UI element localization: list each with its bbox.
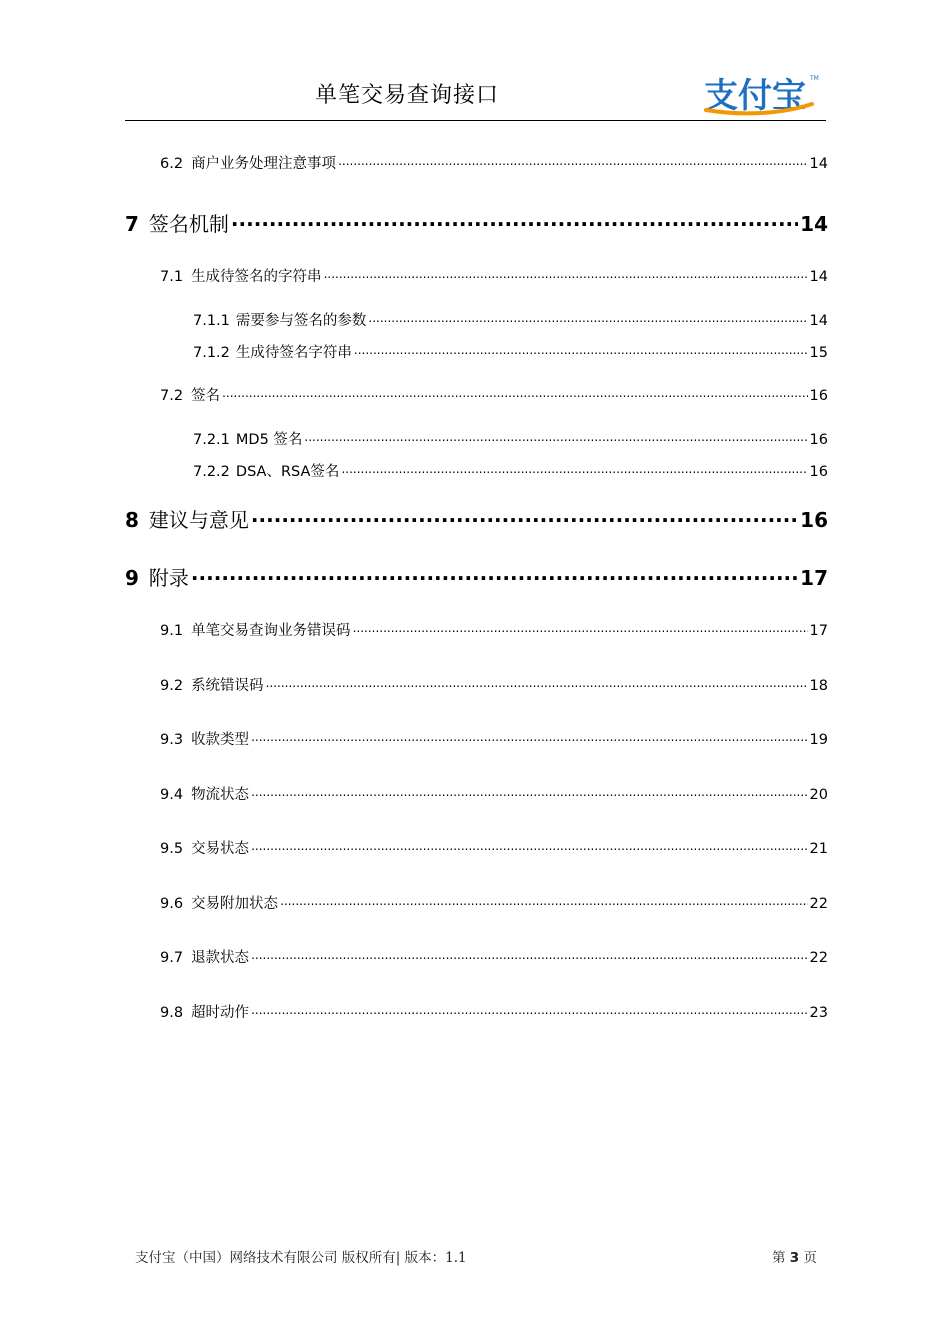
toc-entry-number: 7.2.1 (193, 432, 230, 448)
toc-entry-page: 14 (809, 269, 828, 285)
footer-page-prefix: 第 (772, 1250, 786, 1266)
toc-entry-number: 9.8 (160, 1005, 184, 1021)
toc-dot-leader (353, 621, 808, 635)
toc-entry-9-4[interactable] (160, 783, 828, 804)
toc-dot-leader (341, 462, 807, 476)
toc-entry-6-2[interactable] (160, 152, 828, 173)
logo-tm: TM (810, 75, 819, 82)
toc-entry-number: 9.5 (160, 841, 184, 857)
toc-dot-leader (251, 730, 807, 744)
toc-entry-title: 物流状态 (191, 787, 250, 803)
toc-entry-7-2-2[interactable] (193, 460, 828, 481)
toc-entry-page: 16 (809, 464, 828, 480)
toc-entry-9-1[interactable] (160, 619, 828, 640)
toc-dot-leader (191, 565, 798, 585)
toc-entry-page: 23 (809, 1005, 828, 1021)
toc-entry-title: MD5 签名 (235, 432, 303, 448)
toc-entry-9-5[interactable] (160, 837, 828, 858)
toc-dot-leader (304, 430, 807, 444)
toc-dot-leader (251, 839, 807, 853)
footer-copyright: 支付宝（中国）网络技术有限公司 版权所有| 版本：1.1 (135, 1250, 467, 1266)
toc-entry-7[interactable] (125, 208, 828, 237)
toc-dot-leader (251, 507, 798, 527)
toc-dot-leader (280, 894, 807, 908)
toc-entry-page: 17 (800, 566, 828, 590)
toc-entry-title: 附录 (148, 566, 189, 590)
toc-entry-9-2[interactable] (160, 674, 828, 695)
toc-entry-title: 交易附加状态 (191, 896, 279, 912)
toc-entry-number: 9 (125, 566, 139, 590)
toc-entry-title: 建议与意见 (148, 508, 249, 532)
toc-entry-page: 14 (809, 156, 828, 172)
toc-entry-title: 系统错误码 (191, 678, 264, 694)
toc-entry-number: 9.1 (160, 623, 184, 639)
toc-entry-number: 7.1.2 (193, 345, 230, 361)
toc-entry-title: 退款状态 (191, 950, 250, 966)
toc-dot-leader (222, 386, 807, 400)
footer-page-suffix: 页 (803, 1250, 817, 1266)
toc-entry-title: 签名 (191, 388, 221, 404)
toc-entry-number: 9.6 (160, 896, 184, 912)
toc-entry-7-1-1[interactable] (193, 309, 828, 330)
toc-entry-title: 需要参与签名的参数 (235, 313, 367, 329)
alipay-logo (702, 70, 824, 116)
toc-entry-9-7[interactable] (160, 946, 828, 967)
toc-entry-number: 7 (125, 212, 139, 236)
toc-dot-leader (354, 343, 808, 357)
toc-entry-9-8[interactable] (160, 1001, 828, 1022)
toc-entry-title: 生成待签名的字符串 (191, 269, 322, 285)
toc-dot-leader (231, 211, 798, 231)
toc-dot-leader (368, 311, 807, 325)
toc-entry-number: 8 (125, 508, 139, 532)
header-rule (125, 120, 826, 121)
toc-entry-title: DSA、RSA签名 (235, 464, 340, 480)
toc-entry-9-6[interactable] (160, 892, 828, 913)
toc-entry-9[interactable] (125, 562, 828, 591)
toc-entry-page: 21 (809, 841, 828, 857)
toc-entry-page: 16 (809, 432, 828, 448)
toc-entry-title: 单笔交易查询业务错误码 (191, 623, 351, 639)
toc-entry-page: 15 (809, 345, 828, 361)
toc-entry-number: 7.1.1 (193, 313, 230, 329)
toc-entry-title: 收款类型 (191, 732, 250, 748)
toc-entry-page: 22 (809, 896, 828, 912)
toc-entry-page: 16 (800, 508, 828, 532)
toc-entry-number: 7.2 (160, 388, 184, 404)
toc-entry-title: 超时动作 (191, 1005, 250, 1021)
toc-entry-8[interactable] (125, 504, 828, 533)
toc-entry-page: 16 (809, 388, 828, 404)
page-header-title: 单笔交易查询接口 (315, 83, 500, 108)
toc-entry-page: 14 (800, 212, 828, 236)
toc-entry-number: 9.2 (160, 678, 184, 694)
footer-page-value: 3 (789, 1250, 800, 1266)
toc-entry-number: 6.2 (160, 156, 184, 172)
toc-dot-leader (338, 154, 807, 168)
toc-dot-leader (251, 1003, 807, 1017)
toc-dot-leader (324, 267, 808, 281)
toc-entry-7-2-1[interactable] (193, 428, 828, 449)
toc-entry-title: 签名机制 (148, 212, 229, 236)
toc-entry-number: 7.2.2 (193, 464, 230, 480)
toc-dot-leader (266, 676, 808, 690)
toc-entry-page: 19 (809, 732, 828, 748)
toc-entry-7-2[interactable] (160, 384, 828, 405)
toc-entry-page: 20 (809, 787, 828, 803)
toc-entry-number: 9.7 (160, 950, 184, 966)
toc-dot-leader (251, 948, 807, 962)
toc-entry-page: 14 (809, 313, 828, 329)
toc-entry-title: 生成待签名字符串 (235, 345, 352, 361)
toc-entry-number: 7.1 (160, 269, 184, 285)
toc-entry-page: 18 (809, 678, 828, 694)
toc-entry-number: 9.4 (160, 787, 184, 803)
toc-entry-7-1[interactable] (160, 265, 828, 286)
toc-entry-number: 9.3 (160, 732, 184, 748)
toc-entry-page: 22 (809, 950, 828, 966)
toc-entry-9-3[interactable] (160, 728, 828, 749)
toc-entry-7-1-2[interactable] (193, 341, 828, 362)
toc-entry-page: 17 (809, 623, 828, 639)
footer-page-number (772, 1246, 817, 1266)
toc-entry-title: 交易状态 (191, 841, 250, 857)
toc-entry-title: 商户业务处理注意事项 (191, 156, 337, 172)
toc-dot-leader (251, 785, 807, 799)
logo-text: 支付宝 (704, 76, 806, 116)
